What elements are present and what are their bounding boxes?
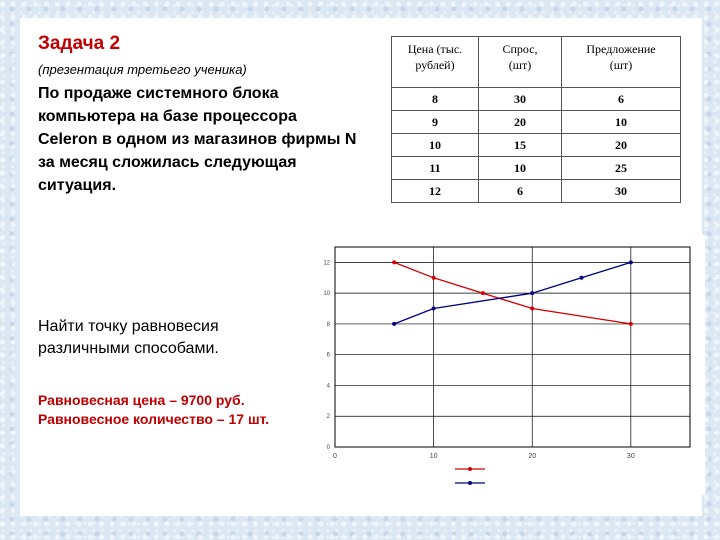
data-point-1 bbox=[530, 291, 534, 295]
answer-price: Равновесная цена – 9700 руб. bbox=[38, 392, 245, 408]
table-row bbox=[392, 134, 681, 157]
price-cell: 12 bbox=[392, 180, 479, 203]
table-row bbox=[392, 157, 681, 180]
supply-cell: 25 bbox=[562, 157, 681, 180]
y-tick-label: 12 bbox=[323, 260, 330, 267]
header-demand-label: Спрос, (шт) bbox=[502, 42, 538, 72]
x-tick-label: 10 bbox=[429, 453, 438, 460]
x-tick-label: 30 bbox=[626, 453, 635, 460]
y-tick-label: 2 bbox=[326, 414, 330, 421]
demand-cell: 6 bbox=[479, 180, 562, 203]
supply-demand-chart bbox=[315, 235, 705, 495]
legend-marker-0 bbox=[468, 467, 472, 471]
demand-cell: 15 bbox=[479, 134, 562, 157]
demand-cell: 20 bbox=[479, 111, 562, 134]
data-point-0 bbox=[629, 322, 633, 326]
header-price bbox=[392, 37, 479, 88]
supply-cell: 10 bbox=[562, 111, 681, 134]
supply-cell: 6 bbox=[562, 88, 681, 111]
table-header-row bbox=[392, 37, 681, 88]
data-point-0 bbox=[530, 307, 534, 311]
data-point-0 bbox=[432, 276, 436, 280]
problem-statement: По продаже системного блока компьютера на базе процессора Celeron в одном из магазинов фирмы N за месяц сложилась следующая ситуация. bbox=[38, 85, 357, 194]
data-point-1 bbox=[392, 322, 396, 326]
table-row bbox=[392, 111, 681, 134]
slide-title: Задача 2 bbox=[38, 33, 121, 54]
legend-marker-1 bbox=[468, 481, 472, 485]
price-cell: 9 bbox=[392, 111, 479, 134]
data-point-1 bbox=[629, 260, 633, 264]
supply-cell: 20 bbox=[562, 134, 681, 157]
y-tick-label: 10 bbox=[323, 291, 330, 298]
demand-cell: 10 bbox=[479, 157, 562, 180]
y-tick-label: 8 bbox=[326, 321, 330, 328]
data-point-1 bbox=[580, 276, 584, 280]
y-tick-label: 4 bbox=[326, 383, 330, 390]
data-point-0 bbox=[392, 260, 396, 264]
header-supply bbox=[562, 37, 681, 88]
plot-frame bbox=[335, 247, 690, 447]
data-point-0 bbox=[481, 291, 485, 295]
price-cell: 11 bbox=[392, 157, 479, 180]
task-statement: Найти точку равновесия различными способами. bbox=[38, 318, 219, 357]
y-tick-label: 0 bbox=[326, 445, 330, 451]
header-price-label: Цена (тыс. рублей) bbox=[407, 42, 463, 72]
price-cell: 10 bbox=[392, 134, 479, 157]
data-table bbox=[391, 36, 681, 203]
chart-container bbox=[315, 235, 705, 495]
table-row bbox=[392, 180, 681, 203]
x-tick-label: 20 bbox=[528, 453, 537, 460]
data-point-1 bbox=[432, 307, 436, 311]
table-row bbox=[392, 88, 681, 111]
slide-subtitle: (презентация третьего ученика) bbox=[38, 62, 247, 77]
supply-cell: 30 bbox=[562, 180, 681, 203]
answer-quantity: Равновесное количество – 17 шт. bbox=[38, 411, 270, 427]
demand-cell: 30 bbox=[479, 88, 562, 111]
price-cell: 8 bbox=[392, 88, 479, 111]
header-demand bbox=[479, 37, 562, 88]
y-tick-label: 6 bbox=[326, 352, 330, 359]
header-supply-label: Предложение (шт) bbox=[586, 42, 656, 72]
x-tick-label: 0 bbox=[333, 453, 337, 460]
